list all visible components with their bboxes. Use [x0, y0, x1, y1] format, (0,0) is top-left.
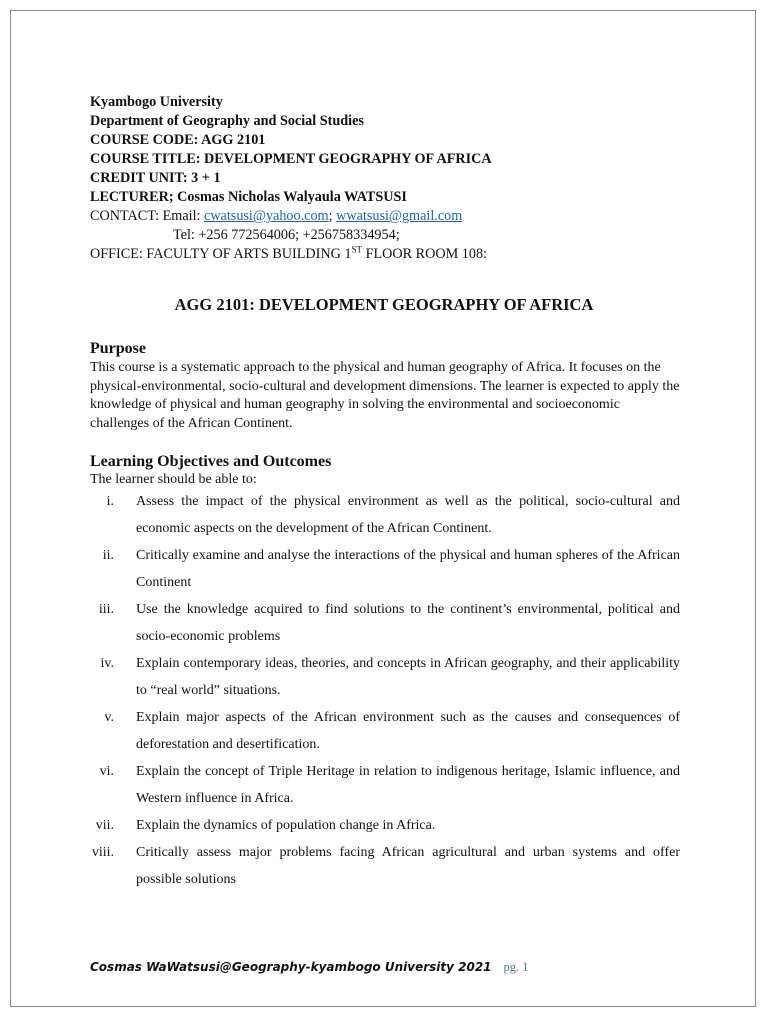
list-item	[80, 839, 680, 893]
university-name: Kyambogo University	[90, 94, 223, 110]
email-link-yahoo[interactable]: cwatsusi@yahoo.com	[204, 208, 329, 224]
list-item-text: Explain the concept of Triple Heritage in relation to indigenous heritage, Islamic influence, and Western influence in Africa.	[136, 764, 680, 806]
list-item-number: vii.	[95, 818, 114, 833]
list-item-number: v.	[104, 710, 114, 725]
list-item	[80, 596, 680, 650]
list-item	[80, 542, 680, 596]
contact-label: CONTACT: Email:	[90, 208, 205, 224]
list-item-text: Explain the dynamics of population change in Africa.	[136, 818, 436, 833]
list-item-number: iii.	[98, 602, 114, 617]
list-item-number: ii.	[102, 548, 114, 563]
contact-line	[90, 207, 492, 226]
course-code: COURSE CODE: AGG 2101	[90, 132, 266, 148]
list-item-text: Assess the impact of the physical environment as well as the political, socio-cultural and economic aspects on the development of the African Continent.	[136, 494, 680, 536]
list-item-text: Use the knowledge acquired to find solutions to the continent’s environmental, political and socio-economic problems	[136, 602, 680, 644]
page-number: pg. 1	[503, 960, 529, 974]
objectives-list	[80, 488, 680, 893]
list-item	[80, 488, 680, 542]
objectives-heading: Learning Objectives and Outcomes	[90, 453, 332, 470]
list-item-number: viii.	[91, 845, 114, 860]
footer-author: Cosmas WaWatsusi@Geography-kyambogo University 2021	[90, 960, 492, 974]
list-item	[80, 650, 680, 704]
office-text: OFFICE: FACULTY OF ARTS BUILDING 1	[90, 246, 352, 262]
purpose-paragraph: This course is a systematic approach to the physical and human geography of Africa. It focuses on the physical-environmental, socio-cultural and development dimensions. The learner is expected to apply the knowledge of physical and human geography in solving the environmental and socioeconomic challenges of the African Continent.	[90, 360, 680, 431]
telephone-line: Tel: +256 772564006; +256758334954;	[173, 227, 400, 243]
course-title: COURSE TITLE: DEVELOPMENT GEOGRAPHY OF AFRICA	[90, 151, 492, 167]
course-header	[90, 93, 492, 264]
list-item-text: Explain major aspects of the African environment such as the causes and consequences of deforestation and desertification.	[136, 710, 680, 752]
office-superscript: ST	[351, 244, 363, 255]
email-separator: ;	[328, 208, 337, 224]
department-name: Department of Geography and Social Studies	[90, 113, 364, 129]
page-footer	[90, 960, 529, 975]
objectives-lead: The learner should be able to:	[90, 472, 257, 487]
list-item-text: Critically assess major problems facing African agricultural and urban systems and offer possible solutions	[136, 845, 680, 887]
list-item-number: iv.	[100, 656, 114, 671]
list-item	[80, 758, 680, 812]
list-item	[80, 812, 680, 839]
list-item-number: i.	[106, 494, 114, 509]
credit-unit: CREDIT UNIT: 3 + 1	[90, 170, 221, 186]
list-item-text: Explain contemporary ideas, theories, and concepts in African geography, and their applicability to “real world” situations.	[136, 656, 680, 698]
main-title: AGG 2101: DEVELOPMENT GEOGRAPHY OF AFRICA	[174, 295, 594, 314]
email-link-gmail[interactable]: wwatsusi@gmail.com	[336, 208, 463, 224]
lecturer: LECTURER; Cosmas Nicholas Walyaula WATSUSI	[90, 189, 407, 205]
list-item-text: Critically examine and analyse the interactions of the physical and human spheres of the African Continent	[136, 548, 680, 590]
purpose-heading: Purpose	[90, 340, 146, 357]
list-item	[80, 704, 680, 758]
list-item-number: vi.	[99, 764, 114, 779]
office-text-end: FLOOR ROOM 108:	[362, 246, 487, 262]
office-line	[90, 245, 492, 264]
